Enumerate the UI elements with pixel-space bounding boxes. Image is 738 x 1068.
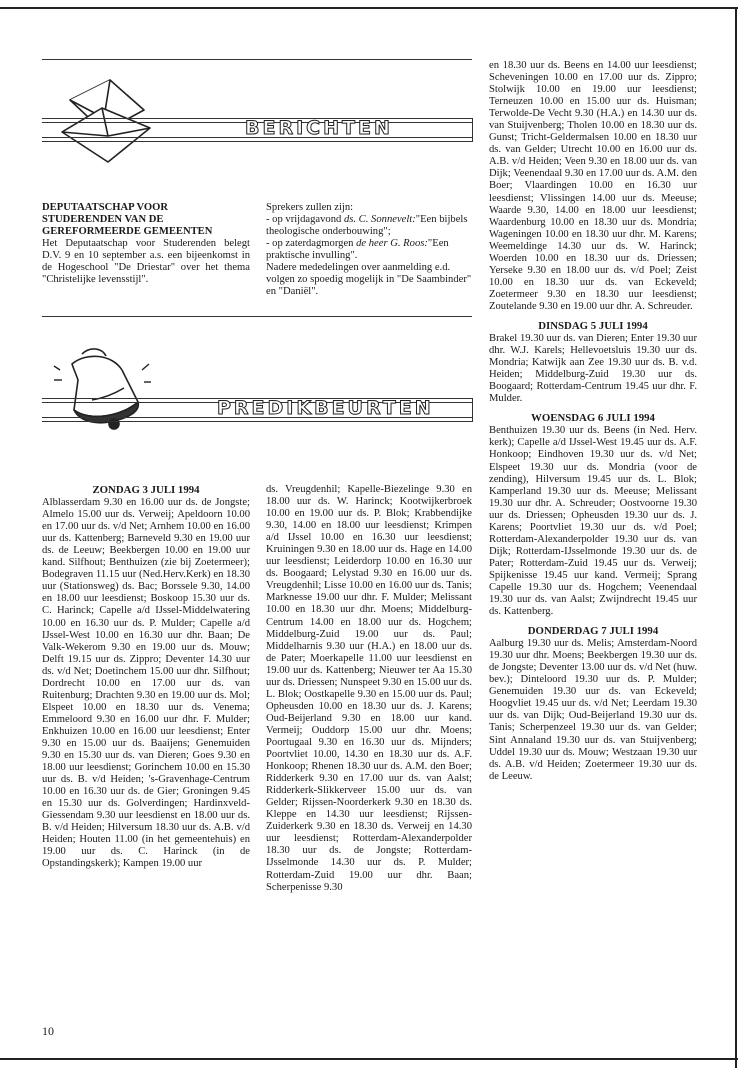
page-right-border — [735, 7, 737, 1068]
deputaatschap-notice — [42, 202, 250, 286]
berichten-title: BERICHTEN — [245, 117, 393, 139]
zondag-column-1 — [42, 484, 250, 871]
sprekers-notice — [266, 202, 472, 298]
sprekers-line-1: - op vrijdagavond ds. C. Sonnevelt:"Een bijbels theologische onderbouwing"; — [266, 214, 468, 238]
predikbeurten-header-band — [42, 398, 473, 422]
deputaatschap-heading: DEPUTAATSCHAP VOOR STUDERENDEN VAN DE GEREFORMEERDE GEMEENTEN — [42, 202, 213, 238]
deputaatschap-body: Het Deputaatschap voor Studerenden belegt D.V. 9 en 10 september a.s. een bijeenkomst in de Hogeschool "De Driestar" over het thema "Christelijke levensstijl". — [42, 238, 250, 286]
page-bottom-border — [0, 1058, 738, 1060]
berichten-bottom-rule — [42, 316, 472, 317]
zondag-column-2 — [266, 484, 472, 894]
woensdag-body: Benthuizen 19.30 uur ds. Beens (in Ned. Herv. kerk); Capelle a/d IJssel-West 19.45 uur ds. A.F. Honkoop; Eindhoven 19.30 uur ds. v/d Net; Elspeet 19.30 uur ds. Mondria (voor de zending), Hilversum 19.45 uur ds. L. Blok; Kamperland 19.30 uur ds. Meeuse; Melissant 19.30 uur dhr. A. Schreuder; Oostvoorne 19.30 uur ds. Driessen; Opheusden 19.30 uur ds. J. Karens; Poortvliet 19.30 uur ds. v/d Poel; Rotterdam-Alexanderpolder 19.30 uur ds. van Dijk; Rotterdam-IJsselmonde 19.30 uur ds. de Pater; Rotterdam-Zuid 19.45 uur ds. Verweij; Spijkenisse 19.45 uur kand. Vermeij; Sprang Capelle 19.30 uur ds. Hogchem; Veenendaal 19.30 uur ds. van Aalst; Zwijndrecht 19.45 uur ds. Kattenberg. — [489, 425, 697, 618]
berichten-header-band — [42, 118, 473, 142]
predikbeurten-title: PREDIKBEURTEN — [217, 397, 434, 419]
donderdag-body: Aalburg 19.30 uur ds. Melis; Amsterdam-Noord 19.30 uur dhr. Moens; Beekbergen 19.30 uur ds. de Jongste; Deventer 13.00 uur ds. v/d Net (huw. bev.); Dinteloord 19.30 uur ds. P. Mulder; Genemuiden 19.30 uur ds. van Eckeveld; Hoogvliet 19.45 uur ds. v/d Net; Leerdam 19.30 uur ds. van Dijk; Oud-Beijerland 19.30 uur ds. Tanis; Scherpenzeel 19.30 uur ds. van Gelder; Sint Annaland 19.30 uur ds. van Stuijvenberg; Uddel 19.30 uur ds. Mouw; Westzaan 19.30 uur ds. A.B. v/d Heiden; Zoetermeer 19.30 uur ds. de Leeuw. — [489, 638, 697, 782]
zondag-heading: ZONDAG 3 JULI 1994 — [92, 484, 200, 496]
sprekers-line-2: - op zaterdagmorgen de heer G. Roos:"Een praktische invulling". — [266, 238, 449, 262]
zondag-col1-text: Alblasserdam 9.30 en 16.00 uur ds. de Jongste; Almelo 15.00 uur ds. Verweij; Apeldoorn 10.00 en 17.00 uur ds. v/d Net; Arnhem 10.00 en 16.00 uur ds. Kattenberg; Barneveld 9.30 en 19.00 uur ds. de Leeuw; Beekbergen 10.00 en 19.00 uur kand. Silfhout; Benthuizen (zie bij Zoetermeer); Bodegraven 11.15 uur (Ned.Herv.Kerk) en 18.30 uur (Stationsweg) ds. Bac; Borssele 9.30, 14.00 en 18.00 uur leesdienst; Boskoop 15.30 uur ds. C. Harinck; Capelle a/d IJssel-Middelwatering 10.00 en 16.30 uur ds. P. Mulder; Capelle a/d IJssel-West 10.00 en 16.30 uur dhr. Baan; De Valk-Wekerom 9.30 en 19.00 uur ds. Mouw; Delft 19.15 uur ds. Zippro; Deventer 14.30 uur ds. v/d Net; Doetinchem 15.00 uur dhr. Silfhout; Dordrecht 10.00 en 17.00 uur ds. van Ruitenburg; Drachten 9.30 en 19.00 uur ds. Mol; Elspeet 10.00 en 18.30 uur ds. Venema; Emmeloord 9.30 en 16.00 uur dhr. F. Mulder; Enkhuizen 10.00 en 16.00 uur leesdienst; Enter 9.30 en 15.00 uur ds. Baaijens; Genemuiden 9.30 en 15.30 uur ds. van Dieren; Goes 9.30 en 18.00 uur leesdienst; Gorinchem 10.00 en 15.30 uur ds. B. v/d Heiden; 's-Gravenhage-Centrum 10.00 en 16.30 uur ds. de Gier; Groningen 9.45 en 15.30 uur ds. Golverdingen; Hardinxveld-Giessendam 9.30 uur leesdienst en 18.00 uur ds. B. v/d Heiden; Hilversum 18.30 uur ds. A.B. v/d Heiden; Houten 11.00 (in het gemeentehuis) en 19.00 uur ds. C. Harinck (in de Opstandingskerk); Kampen 19.00 uur — [42, 497, 250, 870]
zondag-col2-text: ds. Vreugdenhil; Kapelle-Biezelinge 9.30 en 18.00 uur ds. W. Harinck; Kootwijkerbroek 10.00 en 19.00 uur ds. P. Blok; Krabbendijke 9.30, 14.00 en 18.00 uur leesdienst; Krimpen a/d IJssel 10.00 en 16.30 uur leesdienst; Kruiningen 9.30 en 18.00 uur ds. Hage en 14.00 uur leesdienst; Leiderdorp 10.00 en 16.30 uur ds. Boogaard; Lelystad 9.30 en 16.00 uur ds. Vreugdenhil; Lisse 10.00 en 16.00 uur ds. Tanis; Marknesse 19.00 uur dhr. F. Mulder; Melissant 10.00 en 18.30 uur dhr. Moens; Middelburg-Centrum 14.00 en 18.00 uur ds. Hogchem; Middelburg-Zuid 19.00 uur ds. Paul; Middelharnis 9.30 uur (H.A.) en 18.00 uur ds. de Pater; Moerkapelle 11.00 uur leesdienst en 19.00 uur ds. Kattenberg; Nieuwer ter Aa 15.30 uur ds. Driessen; Nunspeet 9.30 en 15.00 uur ds. L. Blok; Oostkapelle 9.30 en 15.00 uur ds. Paul; Opheusden 10.00 en 18.30 uur ds. J. Karens; Oud-Beijerland 9.30 en 18.00 uur kand. Vermeij; Ouddorp 15.00 uur dhr. Moens; Poortugaal 9.30 en 16.30 uur ds. Mijnders; Poortvliet 10.00, 14.30 en 18.30 uur ds. A.F. Honkoop; Rhenen 18.30 uur ds. A.M. den Boer; Ridderkerk 9.30 en 17.00 uur ds. van Aalst; Ridderkerk-Slikkerveer 15.00 uur ds. van Gelder; Rijssen-Noorderkerk 9.30 en 18.30 ds. Kleppe en 14.30 uur leesdienst; Rijssen-Zuiderkerk 9.30 en 18.30 ds. Verweij en 14.30 uur leesdienst; Rotterdam-Alexanderpolder 18.30 uur ds. de Jongste; Rotterdam-IJsselmonde 14.30 uur ds. P. Mulder; Rotterdam-Zuid 19.00 uur dhr. Baan; Scherpenisse 9.30 — [266, 484, 472, 893]
sprekers-closing: Nadere mededelingen over aanmelding e.d. volgen zo spoedig mogelijk in "De Saambinder" en "Daniël". — [266, 262, 472, 298]
dinsdag-heading: DINSDAG 5 JULI 1994 — [538, 319, 648, 332]
dinsdag-body: Brakel 19.30 uur ds. van Dieren; Enter 19.30 uur dhr. W.J. Karels; Hellevoetsluis 19.30 uur ds. Mondria; Katwijk aan Zee 19.30 uur ds. B. v.d. Heiden; Middelburg-Zuid 19.30 uur ds. Boogaard; Rotterdam-Centrum 19.45 uur dhr. F. Mulder. — [489, 333, 697, 405]
sprekers-intro: Sprekers zullen zijn: — [266, 202, 354, 213]
donderdag-heading: DONDERDAG 7 JULI 1994 — [527, 625, 659, 638]
woensdag-heading: WOENSDAG 6 JULI 1994 — [531, 412, 655, 425]
zondag-continuation-text: en 18.30 uur ds. Beens en 14.00 uur leesdienst; Scheveningen 10.00 en 17.00 uur ds. Zippro; Stolwijk 10.00 en 19.00 uur leesdienst; Terneuzen 10.00 en 15.00 uur ds. Huisman; Terwolde-De Vecht 9.30 (H.A.) en 14.30 uur ds. van Stuijvenberg; Tholen 10.00 en 18.30 uur ds. Gunst; Tricht-Geldermalsen 10.00 en 18.30 uur ds. van Gelder; Utrecht 10.00 en 16.00 uur ds. A.B. v/d Heiden; Veen 9.30 en 18.00 uur ds. van Dijk; Veenendaal 9.30 en 17.00 uur ds. A.M. den Boer; Vlaardingen 10.00 en 16.30 uur leesdienst; Vlissingen 14.00 uur ds. Meeuse; Waarde 9.30, 14.00 en 18.00 uur leesdienst; Waardenburg 10.00 en 18.30 uur ds. Mondria; Wageningen 10.00 en 18.30 uur dhr. M. Karens; Weemeldinge 14.30 uur ds. W. Harinck; Woerden 10.00 en 18.30 uur ds. Driessen; Yerseke 9.30 en 18.00 uur ds. v/d Poel; Zeist 10.00 en 18.30 uur ds. van Eckeveld; Zoetermeer 9.30 en 18.30 uur leesdienst; Zoutelande 9.30 en 19.00 uur dhr. A. Schreuder. — [489, 60, 697, 312]
zondag-continuation — [489, 60, 697, 783]
page-top-border — [0, 7, 738, 9]
page-number: 10 — [42, 1024, 54, 1038]
berichten-top-rule — [42, 59, 472, 60]
